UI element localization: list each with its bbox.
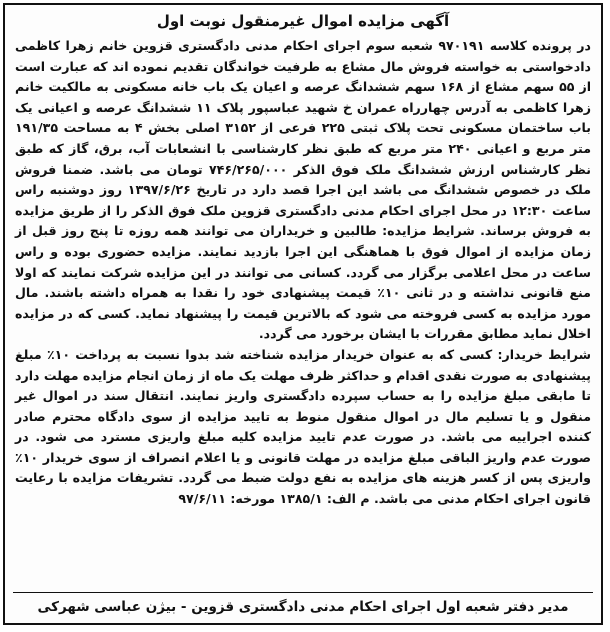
auction-notice — [3, 3, 603, 625]
notice-body — [15, 36, 591, 510]
notice-paragraph-buyer-terms: شرایط خریدار: کسی که به عنوان خریدار مزایده شناخته شد بدوا نسبت به پرداخت ۱۰٪ مبلغ پیشنهادی به صورت نقدی اقدام و حداکثر ظرف مهلت یک ماه از زمان انجام مزایده مهلت دارد تا مابقی مبلغ مزایده را به حساب سپرده دادگستری واریز نمایند. انتقال سند در اموال غیر منقول و یا تسلیم مال در اموال منقول منوط به تایید مزایده از سوی دادگاه محترم صادر کننده اجراییه می باشد. در صورت عدم تایید مزایده کلیه مبلغ واریزی مسترد می شود. در صورت عدم واریز الباقی مبلغ مزایده در مهلت قانونی و یا اعلام انصراف از سوی خریدار ۱۰٪ واریزی پس از کسر هزینه های مزایده به نفع دولت ضبط می گردد. تشریفات مزایده با رعایت قانون اجرای احکام مدنی می باشد. م الف: ۱۳۸۵/۱ مورخه: ۹۷/۶/۱۱ — [15, 346, 591, 507]
notice-signature: مدیر دفتر شعبه اول اجرای احکام مدنی دادگستری قزوین - بیژن عباسی شهرکی — [37, 599, 569, 615]
notice-paragraph-main: در پرونده کلاسه ۹۷۰۱۹۱ شعبه سوم اجرای احکام مدنی دادگستری قزوین خانم زهرا کاظمی دادخواستی به خواسته فروش مال مشاع به طرفیت خواندگان تقدیم نموده اند که عبارت است از ۵۵ سهم مشاع از ۱۶۸ سهم ششدانگ عرصه و اعیان یک باب خانه مسکونی به مالکیت خانم زهرا کاظمی به آدرس چهارراه عمران خ شهید عباسپور پلاک ۱۱ ششدانگ عرصه و اعیانی یک باب ساختمان مسکونی تحت پلاک ثبتی ۲۲۵ فرعی از ۳۱۵۲ اصلی بخش ۴ به مساحت ۱۹۱/۳۵ متر مربع و اعیانی ۲۴۰ متر مربع که طبق نظر کارشناسی با انشعابات آب، برق، گاز که طبق نظر کارشناس ارزش ششدانگ ملک فوق الذکر ۷۴۶/۲۶۵/۰۰۰ تومان می باشد. ضمنا فروش ملک در خصوص ششدانگ می باشد این اجرا قصد دارد در تاریخ ۱۳۹۷/۶/۲۶ روز دوشنبه راس ساعت ۱۲:۳۰ در محل اجرای احکام مدنی دادگستری قزوین ملک فوق الذکر را از طریق مزایده به فروش برساند. شرایط مزایده: طالبین و خریداران می توانند همه روزه تا پنج روز قبل از زمان مزایده از اموال فوق با هماهنگی این اجرا بازدید نمایند. مزایده حضوری بوده و راس ساعت در محل اعلامی برگزار می گردد. کسانی می توانند در این مزایده شرکت نمایند که اولا منع قانونی نداشته و در ثانی ۱۰٪ قیمت پیشنهادی خود را نقدا به همراه داشته باشند. مال مورد مزایده به کسی فروخته می شود که بالاترین قیمت را پیشنهاد نماید. کسی که در مزایده اخلال نماید مطابق مقررات با ایشان برخورد می گردد. — [15, 38, 592, 342]
notice-title: آگهی مزایده اموال غیرمنقول نوبت اول — [156, 12, 450, 30]
footer-divider — [13, 592, 593, 593]
